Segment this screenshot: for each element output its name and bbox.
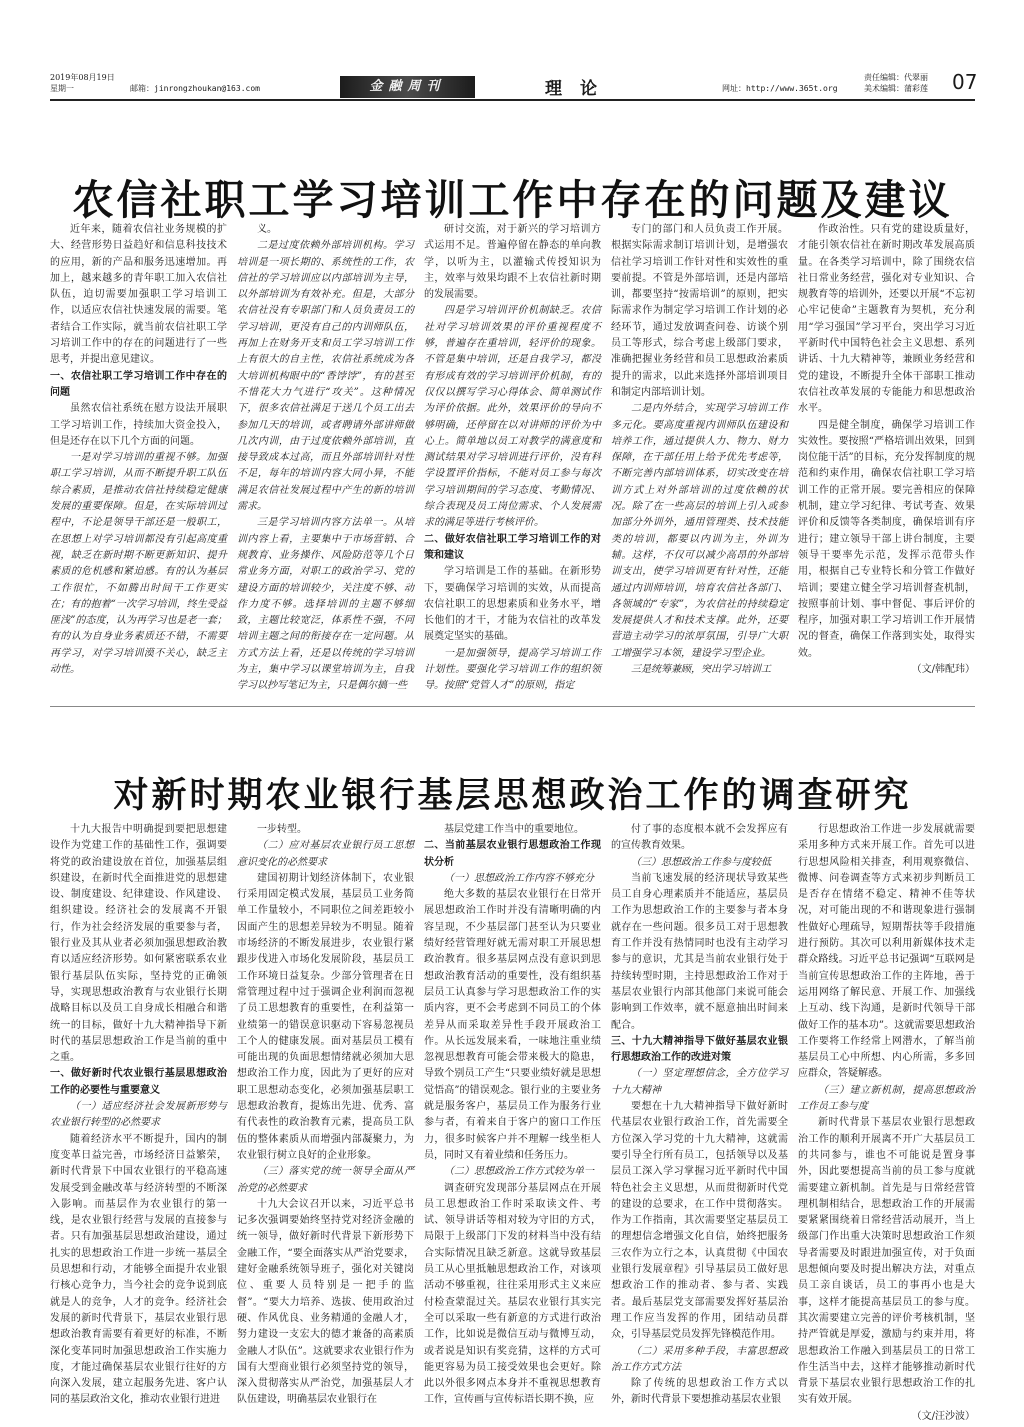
article-2-column: [424, 822, 601, 1412]
subsection-paragraph: （三）建立新机制，提高思想政治工作员工参与度: [798, 1084, 975, 1113]
subsection-paragraph: 三是学习培训内容方法单一。从培训内容上看，主要集中于市场营销、合规教育、业务操作、风险防范等几个日常业务方面，对职工的政治学习、党的建设方面的培训较少，关注度不够、动作力度不够。选择培训的主题不够细致，主题比较宽泛，体系性不强，不同培训主题之间的衔接存在一定问题。从方式方法上看，还是以传统的学习培训为主，集中学习以课堂培训为主，自我学习以抄写笔记为主，只是偶尔搞一些: [237, 517, 414, 692]
body-paragraph: 十九大会议召开以来，习近平总书记多次强调要始终坚持党对经济金融的统一领导，做好新时代背景下新形势下金融工作，“要全面落实从严治党要求，建好金融系统领导班子，强化对关键岗位、重要人员特别是一把手的监督”。“要大力培养、选拔、使用政治过硬、作风优良、业务精通的金融人才，努力建设一支宏大的德才兼备的高素质金融人才队伍”。这就要求农业银行作为国有大型商业银行必须坚持党的领导，深入贯彻落实从严治党，加强基层人才队伍建设，明确基层农业银行在: [237, 1198, 414, 1406]
article-2-column: [237, 822, 414, 1412]
body-paragraph: 随着经济水平不断提升，国内的制度变革日益完善，市场经济日益繁荣，新时代背景下中国农业银行的平稳高速发展受到金融改革与经济转型的不断深入影响。而基层作为农业银行的第一线，是农业银行经营与发展的直接参与者。只有加强基层思想政治建设，通过扎实的思想政治工作进一步统一基层全员思想和行动，才能够全面提升农业银行核心竞争力，当今社会的竞争说到底就是人的竞争，人才的竞争。经济社会发展的新时代背景下，基层农业银行思想政治教育需要有着更好的标准，不断深化变革同时加强思想政治工作实施力度，才能过确保基层农业银行往好的方向深入发展，建立起服务先进、客户认同的基层政治文化，推动农业银行进进: [50, 1133, 227, 1406]
article-1-title: 农信社职工学习培训工作中存在的问题及建议: [72, 176, 953, 225]
body-paragraph: 当前飞速发展的经济现状导致某些员工自身心理素质并不能适应，基层员工作为思想政治工作的主要参与者本身就存在一些问题。很多员工对于思想教育工作并没有热情同时也没有主动学习参与的意识，尤其是当前农业银行处于持续转型时期，主持思想政治工作对于基层农业银行内部其他部门来说可能会影响到工作效率，就不愿意抽出时间来配合。: [611, 872, 788, 1031]
body-paragraph: 行思想政治工作进一步发展就需要采用多种方式来开展工作。首先可以进行思想风险相关排查，利用观察微信、微博、问卷调查等方式来初步判断员工是否存在情绪不稳定、精神不佳等状况，对可能出现的不和谐现象进行强制性做好心理疏导，短期帮扶等手段措施进行预防。其次可以利用新媒体技术走群众路线。习近平总书记强调“互联网是当前宣传思想政治工作的主阵地，善于运用网络了解民意、开展工作、加强线上互动、线下沟通，是新时代领导干部做好工作的基本功”。这就需要思想政治工作要将工作经常上网潜水，了解当前基层员工心中所想、内心所需，多多回应群众，答疑解惑。: [798, 824, 975, 1080]
subsection-paragraph: （二）应对基层农业银行员工思想意识变化的必然要求: [237, 840, 414, 868]
art-editor: 美术编辑：蒲彩莲: [864, 84, 928, 93]
body-paragraph: 四是健全制度，确保学习培训工作实效性。要按照“严格培训出效果，回到岗位能干活”的目标，充分发挥制度的规范和约束作用，确保农信社职工学习培训工作的正常开展。要完善相应的保障机制，建立学习纪律、考试考查、效果评价和反馈等各类制度，确保培训有序进行；建立领导干部上讲台制度，主要领导干要率先示范，发挥示范带头作用，根据自己专业特长和分管工作做好培训；要建立健全学习培训督查机制，按照事前计划、事中督促、事后评价的程序，加强对职工学习培训工作开展情况的督查，确保工作落到实处，取得实效。: [798, 419, 975, 659]
body-paragraph: 除了传统的思想政治工作方式以外，新时代背景下要想推动基层农业银: [611, 1378, 788, 1406]
body-paragraph: 研讨交流，对于新兴的学习培训方式运用不足。普遍停留在静态的单向教学，以听为主，以灌输式传授知识为主，效率与效果均跟不上农信社新时期的发展需要。: [424, 224, 601, 301]
subsection-paragraph: （一）适应经济社会发展新形势与农业银行转型的必然要求: [50, 1101, 227, 1129]
subsection-paragraph: 一是加强领导，提高学习培训工作计划性。要强化学习培训工作的组织领导。按照“党管人才”的原则，指定: [424, 647, 601, 692]
contact-email: 邮箱：jinrongzhoukan@163.com: [130, 84, 260, 93]
issue-weekday: 星期一: [50, 84, 74, 93]
body-paragraph: 要想在十九大精神指导下做好新时代基层农业银行政治工作，首先需要全方位深入学习党的十九大精神，这就需要引导全行所有员工，包括领导以及基层员工深入学习掌握习近平新时代中国特色社会主义思想，从而贯彻新时代党的建设的总要求，在工作中贯彻落实。作为工作指南，其次需要坚定基层员工的理想信念增强文化自信，始终把服务三农作为立行之本，认真贯彻《中国农业银行发展章程》引导基层员工做好思想政治工作的推动者、参与者、实践者。最后基层党支部需要发挥好基层治理工作应当发挥的作用，团结动员群众，引导基层党员发挥先锋模范作用。: [611, 1101, 788, 1341]
body-paragraph: 义。: [257, 224, 277, 235]
subsection-paragraph: （一）坚定理想信念，全方位学习十九大精神: [611, 1068, 788, 1096]
article-1-column: [798, 222, 975, 687]
body-paragraph: 基层党建工作当中的重要地位。: [444, 824, 584, 835]
responsible-editor: 责任编辑：代翠丽: [864, 73, 928, 82]
article-2-column: [798, 822, 975, 1422]
subsection-paragraph: （二）思想政治工作方式较为单一: [444, 1166, 594, 1178]
article-separator: [50, 706, 975, 707]
section-heading: 二、当前基层农业银行思想政治工作现状分析: [424, 840, 601, 868]
article-1-column: [424, 222, 601, 692]
section-heading: 一、农信社职工学习培训工作中存在的问题: [50, 370, 227, 398]
article-2-column: [611, 822, 788, 1412]
masthead: [0, 0, 1024, 110]
article-1-column: [50, 222, 227, 687]
article-1-column: [611, 222, 788, 687]
section-heading: 三、十九大精神指导下做好基层农业银行思想政治工作的改进对策: [611, 1035, 788, 1064]
subsection-paragraph: 二是内外结合，实现学习培训工作多元化。要高度重视内训师队伍建设和培养工作，通过提供人力、物力、财力保障，在干部任用上给予优先考虑等，不断完善内部培训体系，切实改变在培训方式上对外部培训的过度依赖的状况。除了在一些高层的培训上引入或参加部分外训外，通用管理类、技术技能类的培训，都要以内训为主，外训为辅。这样，不仅可以减少高昂的外部培训支出，使学习培训更有针对性，还能通过内训师培训，培育农信社各部门、各领域的“专家”，为农信社的持续稳定发展提供人才和技术支撑。此外，还要营造主动学习的浓厚氛围，引导广大职工增强学习本领，建设学习型企业。: [611, 403, 788, 659]
body-paragraph: 十九大报告中明确提到要把思想建设作为党建工作的基础性工作，强调要将党的政治建设放在首位，加强基层组织建设，在新时代全面推进党的思想建设、制度建设、纪律建设、作风建设、组织建设。经济社会的发展离不开银行，作为社会经济发展的重要参与者，银行业及其从业者必须加强思想政治教育以适应经济形势。如何紧密联系农业银行基层队伍实际，坚持党的正确领导，实现思想政治教育与农业银行长期战略目标以及员工自身成长相融合和谐统一的目标，做好十九大精神指导下新时代的基层思想政治工作是当前的重中之重。: [50, 824, 227, 1064]
website-url: 网址：http://www.365t.org: [722, 84, 838, 93]
section-heading: 一、做好新时代农业银行基层思想政治工作的必要性与重要意义: [50, 1068, 227, 1096]
body-paragraph: 付了事的态度根本就不会发挥应有的宣传教育效果。: [611, 824, 788, 852]
body-paragraph: 近年来，随着农信社业务规模的扩大、经营形势日益趋好和信息科技技术的应用，新的产品和服务迅速增加。再加上，越来越多的青年职工加入农信社队伍，迫切需要加强职工学习培训工作，以适应农信社快速发展的需要。笔者结合工作实际，就当前农信社职工学习培训工作中的存在的问题进行了一些思考，并提出意见建议。: [50, 224, 227, 366]
article-2-column: [50, 822, 227, 1412]
subsection-paragraph: （三）落实党的统一领导全面从严治党的必然要求: [237, 1166, 414, 1194]
article-1-body: [50, 222, 975, 692]
section-heading: 二、做好农信社职工学习培训工作的对策和建议: [424, 533, 601, 561]
body-paragraph: 新时代背景下基层农业银行思想政治工作的顺利开展离不开广大基层员工的共同参与，谁也不可能说是置身事外，因此要想提高当前的员工参与度就需要建立新机制。首先是与日常经营管理机制相结合，思想政治工作的开展需要紧紧围绕着日常经营活动展开，当上级部门作出重大决策时思想政治工作须导者需要及时跟进加强宣传，对于负面思想倾向要及时提出解决方法，对重点员工亲自谈话，员工的事再小也是大事，这样才能提高基层员工的参与度。其次需要建立完善的评价考核机制，坚持严管就是厚爱，激励与约束并用，将思想政治工作融入到基层员工的日常工作生活当中去，这样才能够推动新时代背景下基层农业银行思想政治工作的扎实有效开展。: [798, 1117, 975, 1406]
body-paragraph: 专门的部门和人员负责工作开展。根据实际需求制订培训计划，是增强农信社学习培训工作针对性和实效性的重要前提。不管是外部培训，还是内部培训，都要坚持“按需培训”的原则，把实际需求作为制定学习培训工作计划的必经环节，通过发放调查问卷、访谈个别员工等形式，综合考虑上级部门要求，准确把握业务经营和员工思想政治素质提升的需求，以此来选择外部培训项目和制定内部培训计划。: [611, 224, 788, 398]
issue-date-block: [50, 72, 115, 94]
article-2-title: 对新时期农业银行基层思想政治工作的调查研究: [113, 776, 912, 817]
body-paragraph: 调查研究发现部分基层网点在开展员工思想政治工作时采取读文件、考试、领导讲话等相对较为守旧的方式，局限于上级部门下发的材料当中没有结合实际情况且缺乏新意。这就导致基层员工从心里抵触思想政治工作，对该项活动不够重视，往往采用形式主义来应付检查蒙混过关。基层农业银行其实完全可以采取一些有新意的方式进行政治工作，比如说是微信互动与微博互动，或者说是知识有奖竞猜，这样的方式可能更容易为员工接受效果也会更好。除此以外很多网点本身并不重视思想教育工作，宣传画与宣传标语长期不换，应: [424, 1182, 601, 1406]
body-paragraph: 建国初期计划经济体制下，农业银行采用固定模式发展，基层员工业务简单工作量较小，不同职位之间差距较小因面产生的思想差异较为不明显。随着市场经济的不断发展进步，农业银行紧跟步伐进入市场化发展阶段，基层员工工作环境日益复杂。少部分管理者在日常管理过程中过于强调企业利润而忽视了员工思想教育的重要性，在利益第一业绩第一的错误意识驱动下容易忽视员工个人的健康发展。面对基层员工模有可能出现的负面思想情绪就必须加大思想政治工作力度，因此为了更好的应对职工思想动态变化，必须加强基层职工思想政治教育，提炼出先进、优秀、富有代表性的政治教育元素，提高员工队伍的整体素质从而增强内部凝聚力，为农业银行树立良好的企业形象。: [237, 872, 414, 1161]
issue-date: 2019年08月19日: [50, 73, 115, 82]
body-paragraph: 一步转型。: [257, 824, 307, 835]
subsection-paragraph: （一）思想政治工作内容不够充分: [444, 872, 594, 884]
subsection-paragraph: 四是学习培训评价机制缺乏。农信社对学习培训效果的评价重视程度不够，普遍存在重培训，轻评价的现象。不管是集中培训，还是自我学习，都没有形成有效的学习培训评价机制，有的仅仅以撰写学习心得体会、简单测试作为评价依据。此外，效果评价的导向不够明确，还停留在以对讲师的评价为中心上。简单地以员工对教学的满意度和测试结果对学习培训进行评价，没有科学设置评价指标，不能对员工参与每次学习培训期间的学习态度、考勤情况、综合表现及员工岗位需求、个人发展需求的满足等进行考核评价。: [424, 305, 601, 529]
subsection-paragraph: （三）思想政治工作参与度较低: [631, 856, 771, 868]
article-2-body: [50, 822, 975, 1422]
body-paragraph: 学习培训是工作的基础。在新形势下，要确保学习培训的实效，从而提高农信社职工的思想素质和业务水平，增长他们的才干，才能为农信社的改革发展奠定坚实的基础。: [424, 566, 601, 643]
body-paragraph: 虽然农信社系统在慰方设法开展职工学习培训工作，持续加大资金投入，但是还存在以下几个方面的问题。: [50, 403, 227, 447]
body-paragraph: 绝大多数的基层农业银行在日常开展思想政治工作时并没有清晰明确的内容呈现，不少基层部门甚至认为只要业绩好经营管理好就无需对职工开展思想政治教育。很多基层网点没有意识到思想政治教育活动的重要性，没有组织基层员工认真参与学习思想政治工作的实质内容，更不会考虑到不同员工的个体差异从而采取差异性手段开展政治工作。从长远发展来看，一味地注重业绩忽视思想教育可能会带来极大的隐患，导致个别员工产生“只要业绩好就是思想觉悟高”的错误观念。银行业的主要业务就是服务客户，基层员工作为服务行业参与者，有着来自于客户的窗口工作压力，很多时候客户并不理解一线坐柜人员，同时又有着业绩和任务压力。: [424, 889, 601, 1161]
masthead-divider: [50, 99, 975, 101]
author-byline: （文/韩配玮）: [911, 664, 975, 676]
subsection-paragraph: （二）采用多种手段，丰富思想政治工作方式方法: [611, 1345, 788, 1373]
section-title: 理论: [545, 79, 615, 99]
newspaper-banner: 金融周刊: [340, 76, 475, 98]
subsection-paragraph: 一是对学习培训的重视不够。加强职工学习培训，从而不断提升职工队伍综合素质，是推动农信社持续稳定健康发展的重要保障。但是，在实际培训过程中，不论是领导干部还是一般职工，在思想上对学习培训都没有引起高度重视，缺乏在新时期不断更新知识、提升素质的危机感和紧迫感。有的认为基层工作很忙，不如腾出时间干工作更实在；有的抱着“一次学习培训，终生受益匪浅”的态度，认为再学习也是老一套；有的认为自身业务素质还不错，不需要再学习，对学习培训漠不关心，缺乏主动性。: [50, 452, 227, 676]
article-1-column: [237, 222, 414, 692]
subsection-paragraph: 三是统筹兼顾，突出学习培训工: [631, 664, 771, 676]
subsection-paragraph: 二是过度依赖外部培训机构。学习培训是一项长期的、系统性的工作，农信社的学习培训应以内部培训为主导，以外部培训为有效补充。但是，大部分农信社没有专职部门和人员负责员工的学习培训，更没有自己的内训师队伍，再加上在财务开支和员工学习培训工作上有很大的自主性，农信社系统成为各大培训机构眼中的“香饽饽”，有的甚至不惜花大力气进行“攻关”。这种情况下，很多农信社满足于送几个员工出去参加几天的培训，或者聘请外部讲师做几次内训，由于过度依赖外部培训，直接导致成本过高，而且外部培训针对性不足，每年的培训内容大同小异，不能满足农信社发展过程中产生的新的培训需求。: [237, 240, 414, 513]
body-paragraph: 作政治性。只有党的建设质量好，才能引领农信社在新时期改革发展高质量。在各类学习培训中，除了围绕农信社日常业务经营，强化对专业知识、合规教育等的培训外，还要以开展“不忘初心牢记使命”主题教育为契机，充分利用“学习强国”学习平台，突出学习习近平新时代中国特色社会主义思想、系列讲话、十九大精神等，兼顾业务经营和党的建设，不断提升全体干部职工推动农信社改革发展的专能能力和思想政治水平。: [798, 224, 975, 415]
editor-credits: [864, 72, 928, 94]
author-byline: （文/汪沙波）: [911, 1410, 975, 1422]
page-number: 07: [952, 70, 978, 94]
